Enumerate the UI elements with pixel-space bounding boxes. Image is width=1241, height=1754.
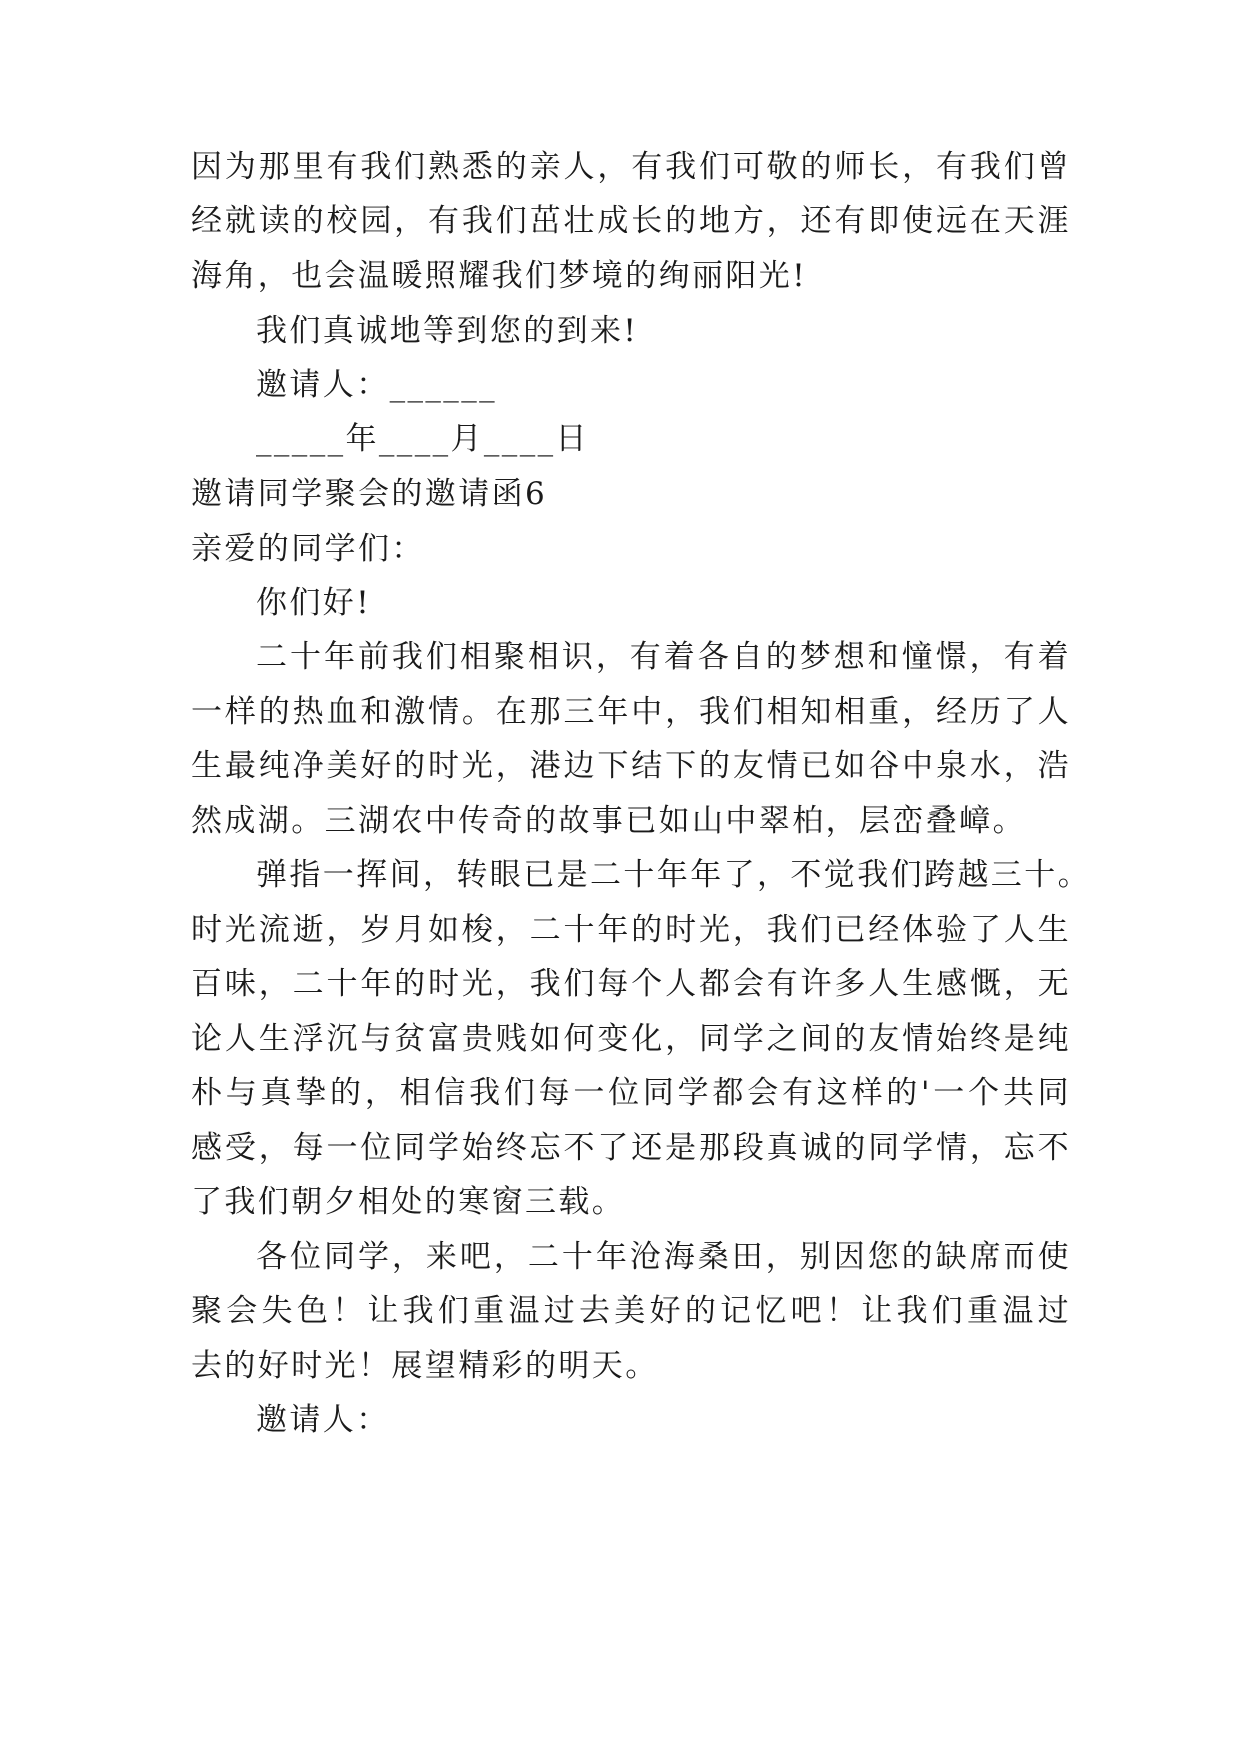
paragraph-line: 去的好时光！展望精彩的明天。: [191, 1348, 659, 1384]
paragraph-line: 因为那里有我们熟悉的亲人，有我们可敬的师长，有我们曾: [191, 149, 1071, 185]
paragraph-line: 感受，每一位同学始终忘不了还是那段真诚的同学情，忘不: [191, 1130, 1071, 1166]
paragraph-line: 了我们朝夕相处的寒窗三载。: [191, 1184, 626, 1220]
paragraph-line: 海角，也会温暖照耀我们梦境的绚丽阳光!: [191, 258, 808, 294]
paragraph-line: 生最纯净美好的时光，港边下结下的友情已如谷中泉水，浩: [191, 748, 1071, 784]
paragraph-line: 聚会失色！让我们重温过去美好的记忆吧！让我们重温过: [191, 1293, 1071, 1329]
greeting: 你们好!: [256, 585, 372, 621]
paragraph-line: 经就读的校园，有我们茁壮成长的地方，还有即使远在天涯: [191, 203, 1071, 239]
section-title: 邀请同学聚会的邀请函6: [191, 476, 548, 512]
paragraph-line: 弹指一挥间，转眼已是二十年年了，不觉我们跨越三十。: [256, 857, 1091, 893]
inviter-signature-line: 邀请人：______: [256, 367, 497, 403]
paragraph-line: 时光流逝，岁月如梭，二十年的时光，我们已经体验了人生: [191, 912, 1071, 948]
paragraph-line: 百味，二十年的时光，我们每个人都会有许多人生感慨，无: [191, 966, 1071, 1002]
closing-wish: 我们真诚地等到您的到来!: [256, 313, 639, 349]
paragraph-line: 朴与真挚的，相信我们每一位同学都会有这样的'一个共同: [191, 1075, 1071, 1111]
paragraph-line: 一样的热血和激情。在那三年中，我们相知相重，经历了人: [191, 694, 1071, 730]
paragraph-line: 各位同学，来吧，二十年沧海桑田，别因您的缺席而使: [256, 1239, 1071, 1275]
paragraph-line: 然成湖。三湖农中传奇的故事已如山中翠柏，层峦叠嶂。: [191, 803, 1026, 839]
paragraph-line: 二十年前我们相聚相识，有着各自的梦想和憧憬，有着: [256, 639, 1071, 675]
paragraph-line: 论人生浮沉与贫富贵贱如何变化，同学之间的友情始终是纯: [191, 1021, 1071, 1057]
salutation: 亲爱的同学们：: [191, 531, 425, 567]
inviter-label: 邀请人：: [256, 1402, 390, 1438]
date-line: _____年____月____日: [256, 421, 589, 457]
